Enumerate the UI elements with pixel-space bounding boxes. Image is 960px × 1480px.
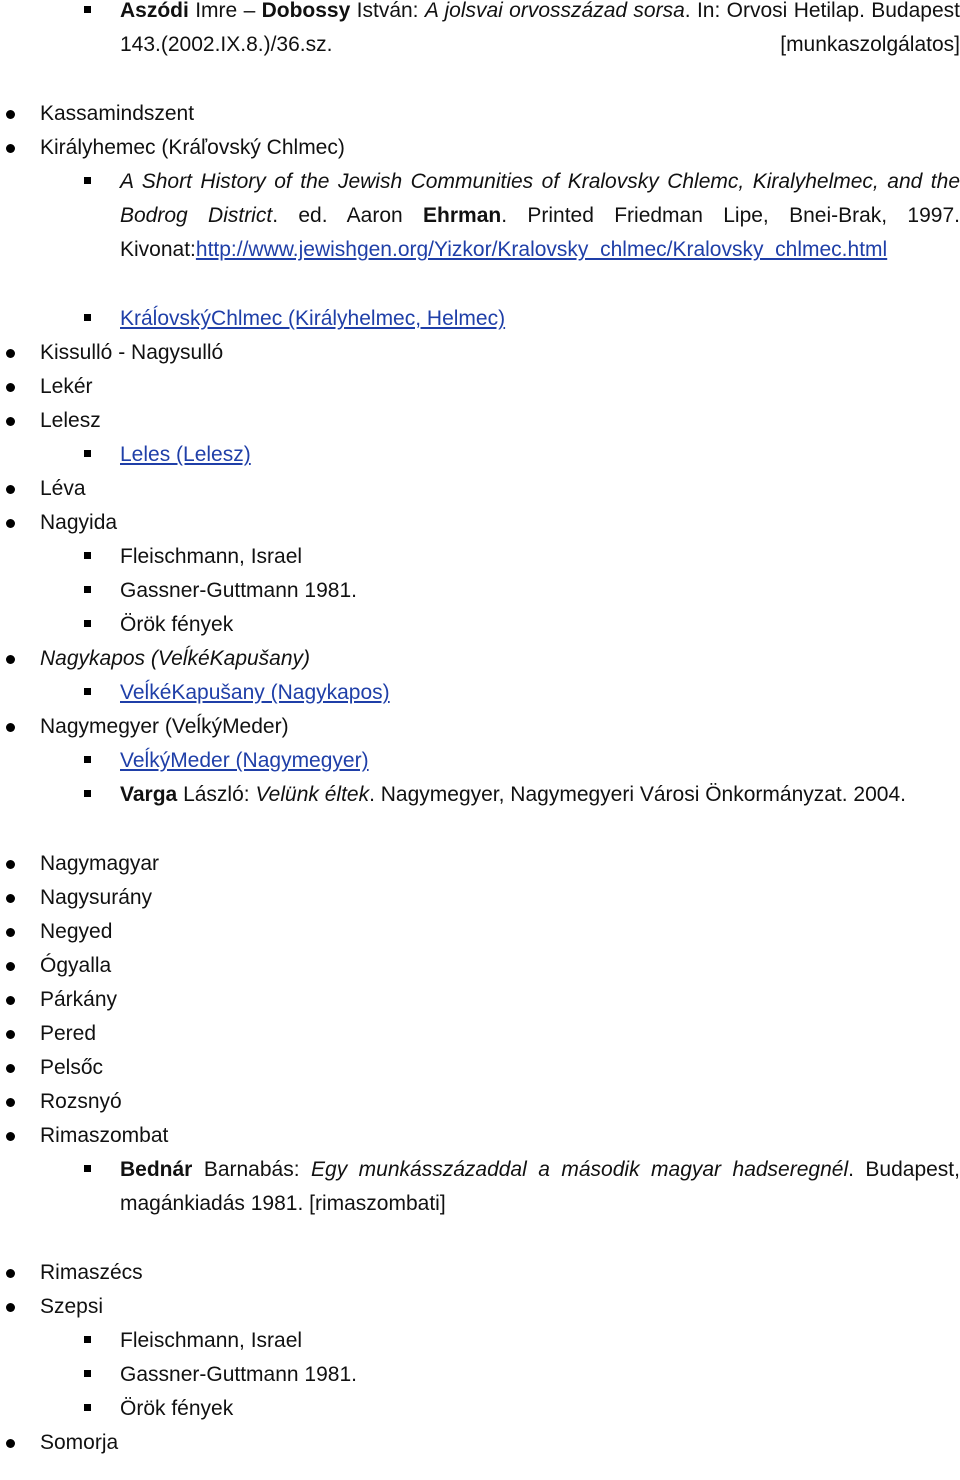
- velke-kapusany-link[interactable]: VeĺkéKapušany (Nagykapos): [120, 681, 390, 704]
- list-item-nagyida: Nagyida: [0, 506, 960, 540]
- work-title: A Short History of the Jewish Communities of Kralovsky Chlemc, Kiralyhelmec, and the Bodrog District: [120, 170, 960, 227]
- list-item-nagymegyer: Nagymegyer (VeĺkýMeder): [0, 710, 960, 744]
- link-item-velky: [0, 744, 960, 778]
- work-title: Egy munkásszázaddal a második magyar hadseregnél: [311, 1158, 849, 1181]
- list-item-szepsi: Szepsi: [0, 1290, 960, 1324]
- list-item-rozsnyo: Rozsnyó: [0, 1085, 960, 1119]
- sub-item-fleischmann: Fleischmann, Israel: [0, 540, 960, 574]
- list-item-somorja: Somorja: [0, 1426, 960, 1460]
- work-title: A jolsvai orvosszázad sorsa: [424, 0, 685, 22]
- sub-item-orok-fenyek: Örök fények: [0, 1392, 960, 1426]
- list-item-nagykapos: Nagykapos (VeĺkéKapušany): [0, 642, 960, 676]
- author-name: Ehrman: [423, 204, 502, 227]
- list-item-lelesz: Lelesz: [0, 404, 960, 438]
- list-item-nagysurany: Nagysurány: [0, 881, 960, 915]
- sub-item-gassner: Gassner-Guttmann 1981.: [0, 1358, 960, 1392]
- citation-bednar: Bednár Barnabás: Egy munkásszázaddal a második magyar hadseregnél. Budapest, magánkiadás 1981. [rimaszombati]: [0, 1153, 960, 1221]
- sub-item-fleischmann: Fleischmann, Israel: [0, 1324, 960, 1358]
- citation-short-history: A Short History of the Jewish Communities of Kralovsky Chlemc, Kiralyhelmec, and the Bodrog District. ed. Aaron Ehrman. Printed Friedman Lipe, Bnei-Brak, 1997. Kivonat:http://www.jewishgen.org/Yizkor/Kralovsky_chlmec/Kralovsky_chlmec.html: [0, 165, 960, 267]
- list-item-kiralyhelmec: Királyhemec (Kráľovský Chlmec): [0, 131, 960, 165]
- list-item-parkany: Párkány: [0, 983, 960, 1017]
- citation-orvosi-hetilap: Aszódi Imre – Dobossy István: A jolsvai orvosszázad sorsa. In: Orvosi Hetilap. Budapest 143.(2002.IX.8.)/36.sz. [munkaszolgálatos]: [0, 0, 960, 62]
- list-item-kassamindszent: Kassamindszent: [0, 97, 960, 131]
- author-name: Aszódi: [120, 0, 189, 22]
- list-item-pered: Pered: [0, 1017, 960, 1051]
- list-item-rimaszombat: Rimaszombat: [0, 1119, 960, 1153]
- work-title: Velünk éltek: [255, 783, 370, 806]
- author-name: Bednár: [120, 1158, 193, 1181]
- jewishgen-link[interactable]: http://www.jewishgen.org/Yizkor/Kralovsky_chlmec/Kralovsky_chlmec.html: [195, 238, 888, 261]
- velky-meder-link[interactable]: VeĺkýMeder (Nagymegyer): [120, 749, 369, 772]
- link-item-velke: [0, 676, 960, 710]
- list-item-rimaszecs: Rimaszécs: [0, 1256, 960, 1290]
- sub-item-gassner: Gassner-Guttmann 1981.: [0, 574, 960, 608]
- list-item-nagymagyar: Nagymagyar: [0, 847, 960, 881]
- list-item-negyed: Negyed: [0, 915, 960, 949]
- author-name: Dobossy: [261, 0, 351, 22]
- list-item-leker: Lekér: [0, 370, 960, 404]
- link-item-kralovsky: [0, 302, 960, 336]
- leles-link[interactable]: Leles (Lelesz): [120, 443, 251, 466]
- list-item-ogyalla: Ógyalla: [0, 949, 960, 983]
- kralovsky-chlmec-link[interactable]: KráĺovskýChlmec (Királyhelmec, Helmec): [120, 307, 506, 330]
- list-item-leva: Léva: [0, 472, 960, 506]
- link-item-leles: [0, 438, 960, 472]
- author-name: Varga: [120, 783, 178, 806]
- list-item-kissullo: Kissulló - Nagysulló: [0, 336, 960, 370]
- list-item-pelsoc: Pelsőc: [0, 1051, 960, 1085]
- citation-varga: Varga László: Velünk éltek. Nagymegyer, Nagymegyeri Városi Önkormányzat. 2004.: [0, 778, 960, 812]
- sub-item-orok-fenyek: Örök fények: [0, 608, 960, 642]
